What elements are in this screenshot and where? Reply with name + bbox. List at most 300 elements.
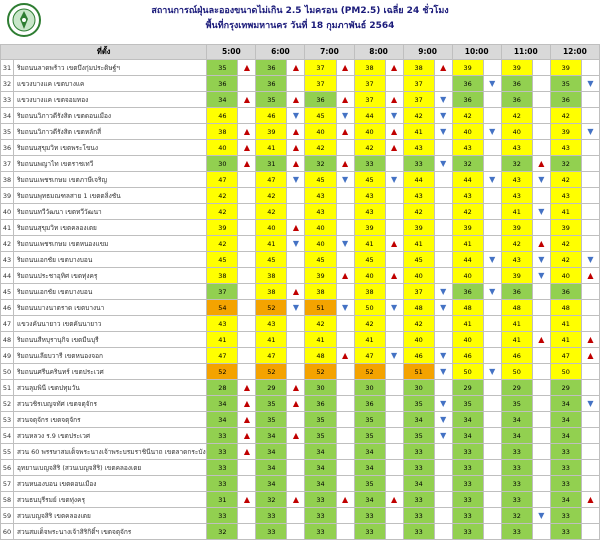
pm25-table [0, 44, 600, 540]
pm25-value: 37 [305, 76, 336, 92]
row-number: 57 [1, 476, 14, 492]
trend-cell [336, 220, 354, 236]
pm25-value: 41 [354, 332, 385, 348]
pm25-value: 31 [207, 492, 238, 508]
trend-down-icon: ▼ [581, 396, 599, 412]
pm25-value: 48 [305, 348, 336, 364]
pm25-value: 36 [354, 396, 385, 412]
table-row [1, 508, 600, 524]
trend-up-icon: ▲ [532, 156, 550, 172]
pm25-value: 33 [452, 524, 483, 540]
trend-cell [434, 268, 452, 284]
trend-cell [385, 444, 403, 460]
row-number: 36 [1, 140, 14, 156]
pm25-value: 32 [305, 156, 336, 172]
location-name: แขวงบางแค เขตบางแค [14, 76, 207, 92]
trend-cell [238, 300, 256, 316]
trend-cell [287, 252, 305, 268]
pm25-value: 41 [550, 316, 581, 332]
trend-up-icon: ▲ [385, 92, 403, 108]
trend-up-icon: ▲ [287, 380, 305, 396]
pm25-value: 28 [207, 380, 238, 396]
pm25-value: 39 [550, 220, 581, 236]
location-name: สวนวชิรเบญจทัศ เขตจตุจักร [14, 396, 207, 412]
table-row [1, 188, 600, 204]
pm25-value: 46 [403, 348, 434, 364]
pm25-value: 33 [256, 524, 287, 540]
pm25-value: 40 [452, 124, 483, 140]
pm25-value: 42 [403, 108, 434, 124]
trend-cell [238, 252, 256, 268]
trend-cell [385, 380, 403, 396]
trend-cell [287, 444, 305, 460]
trend-down-icon: ▼ [287, 236, 305, 252]
pm25-value: 33 [550, 508, 581, 524]
pm25-value: 34 [501, 428, 532, 444]
trend-cell [483, 380, 501, 396]
pm25-value: 38 [207, 268, 238, 284]
pm25-value: 41 [403, 236, 434, 252]
trend-down-icon: ▼ [483, 124, 501, 140]
trend-up-icon: ▲ [238, 428, 256, 444]
trend-up-icon: ▲ [287, 60, 305, 76]
trend-down-icon: ▼ [532, 172, 550, 188]
pm25-value: 48 [452, 300, 483, 316]
pm25-value: 38 [207, 124, 238, 140]
pm25-value: 47 [207, 348, 238, 364]
trend-up-icon: ▲ [336, 348, 354, 364]
pm25-value: 44 [452, 172, 483, 188]
pm25-value: 39 [256, 124, 287, 140]
pm25-value: 41 [501, 332, 532, 348]
table-row [1, 492, 600, 508]
trend-cell [336, 364, 354, 380]
trend-cell [483, 236, 501, 252]
pm25-value: 40 [354, 268, 385, 284]
pm25-value: 39 [550, 60, 581, 76]
trend-cell [434, 332, 452, 348]
trend-cell [532, 396, 550, 412]
trend-cell [483, 140, 501, 156]
trend-up-icon: ▲ [385, 268, 403, 284]
trend-cell [287, 364, 305, 380]
pm25-value: 36 [550, 284, 581, 300]
time-header: 9:00 [403, 45, 452, 60]
pm25-value: 36 [452, 284, 483, 300]
time-header: 6:00 [256, 45, 305, 60]
trend-cell [238, 348, 256, 364]
trend-cell [238, 220, 256, 236]
pm25-value: 39 [501, 60, 532, 76]
pm25-value: 40 [305, 220, 336, 236]
location-name: ริมถนนพุทธมณฑลสาย 1 เขตตลิ่งชัน [14, 188, 207, 204]
table-row [1, 284, 600, 300]
trend-up-icon: ▲ [238, 156, 256, 172]
pm25-value: 42 [452, 108, 483, 124]
pm25-value: 39 [207, 220, 238, 236]
pm25-value: 33 [354, 524, 385, 540]
row-number: 50 [1, 364, 14, 380]
trend-cell [336, 460, 354, 476]
trend-cell [385, 316, 403, 332]
trend-down-icon: ▼ [483, 364, 501, 380]
trend-up-icon: ▲ [385, 492, 403, 508]
location-name: สวน 60 พรรษาสมเด็จพระนางเจ้าพระบรมราชินีนาถ เขตลาดกระบัง [14, 444, 207, 460]
trend-cell [385, 188, 403, 204]
pm25-value: 38 [256, 284, 287, 300]
trend-down-icon: ▼ [532, 508, 550, 524]
pm25-value: 42 [305, 316, 336, 332]
trend-cell [336, 204, 354, 220]
trend-down-icon: ▼ [385, 108, 403, 124]
row-number: 60 [1, 524, 14, 540]
table-row [1, 156, 600, 172]
trend-cell [532, 412, 550, 428]
trend-cell [287, 316, 305, 332]
pm25-value: 34 [207, 412, 238, 428]
trend-cell [385, 476, 403, 492]
trend-down-icon: ▼ [581, 124, 599, 140]
trend-cell [483, 108, 501, 124]
row-number: 39 [1, 188, 14, 204]
table-row [1, 300, 600, 316]
trend-up-icon: ▲ [385, 124, 403, 140]
pm25-value: 35 [403, 396, 434, 412]
location-name: สวนสมเด็จพระนางเจ้าสิริกิติ์ฯ เขตจตุจักร [14, 524, 207, 540]
trend-cell [483, 460, 501, 476]
trend-cell [238, 108, 256, 124]
time-header: 7:00 [305, 45, 354, 60]
pm25-value: 37 [354, 92, 385, 108]
pm25-value: 35 [403, 428, 434, 444]
pm25-value: 35 [305, 412, 336, 428]
pm25-value: 47 [207, 172, 238, 188]
trend-down-icon: ▼ [434, 428, 452, 444]
pm25-value: 34 [403, 476, 434, 492]
pm25-value: 40 [403, 268, 434, 284]
trend-cell [287, 476, 305, 492]
row-number: 53 [1, 412, 14, 428]
trend-cell [434, 76, 452, 92]
row-number: 33 [1, 92, 14, 108]
trend-cell [483, 268, 501, 284]
trend-cell [581, 60, 599, 76]
trend-cell [434, 316, 452, 332]
location-name: ริมถนนประชาอุทิศ เขตทุ่งครุ [14, 268, 207, 284]
trend-down-icon: ▼ [336, 236, 354, 252]
trend-up-icon: ▲ [336, 268, 354, 284]
trend-cell [385, 204, 403, 220]
trend-up-icon: ▲ [238, 396, 256, 412]
row-number: 32 [1, 76, 14, 92]
location-name: ริมถนนทวีวัฒนา เขตทวีวัฒนา [14, 204, 207, 220]
pm25-value: 51 [403, 364, 434, 380]
trend-cell [287, 460, 305, 476]
trend-cell [581, 444, 599, 460]
pm25-value: 32 [550, 156, 581, 172]
location-name: ริมถนนเลียบวารี เขตหนองจอก [14, 348, 207, 364]
trend-down-icon: ▼ [434, 300, 452, 316]
trend-cell [238, 508, 256, 524]
trend-down-icon: ▼ [385, 300, 403, 316]
pm25-value: 52 [305, 364, 336, 380]
row-number: 45 [1, 284, 14, 300]
pm25-value: 33 [403, 492, 434, 508]
pm25-value: 43 [403, 188, 434, 204]
trend-cell [434, 188, 452, 204]
pm25-value: 34 [256, 428, 287, 444]
row-number: 46 [1, 300, 14, 316]
pm25-value: 34 [354, 492, 385, 508]
trend-up-icon: ▲ [238, 412, 256, 428]
trend-cell [336, 508, 354, 524]
pm25-value: 33 [452, 444, 483, 460]
pm25-value: 33 [452, 508, 483, 524]
pm25-value: 40 [305, 236, 336, 252]
pm25-value: 43 [501, 252, 532, 268]
trend-cell [483, 508, 501, 524]
pm25-value: 33 [256, 508, 287, 524]
trend-cell [238, 188, 256, 204]
pm25-value: 41 [452, 316, 483, 332]
trend-up-icon: ▲ [287, 428, 305, 444]
trend-cell [581, 316, 599, 332]
trend-cell [434, 236, 452, 252]
pm25-value: 35 [452, 396, 483, 412]
pm25-value: 42 [403, 316, 434, 332]
trend-cell [385, 332, 403, 348]
pm25-value: 52 [354, 364, 385, 380]
pm25-value: 45 [354, 252, 385, 268]
trend-cell [532, 348, 550, 364]
pm25-value: 41 [256, 236, 287, 252]
pm25-value: 42 [305, 140, 336, 156]
pm25-value: 37 [403, 76, 434, 92]
pm25-value: 36 [550, 92, 581, 108]
pm25-value: 36 [207, 76, 238, 92]
trend-cell [483, 348, 501, 364]
pm25-value: 40 [501, 124, 532, 140]
trend-up-icon: ▲ [287, 284, 305, 300]
location-name: สวนเบญจสิริ เขตคลองเตย [14, 508, 207, 524]
pm25-value: 41 [256, 140, 287, 156]
pm25-value: 40 [207, 140, 238, 156]
pm25-value: 41 [501, 316, 532, 332]
row-number: 42 [1, 236, 14, 252]
pm25-value: 44 [403, 172, 434, 188]
pm25-value: 39 [305, 268, 336, 284]
pm25-value: 43 [256, 316, 287, 332]
pm25-value: 32 [452, 156, 483, 172]
trend-down-icon: ▼ [483, 76, 501, 92]
trend-down-icon: ▼ [336, 172, 354, 188]
trend-up-icon: ▲ [336, 60, 354, 76]
trend-up-icon: ▲ [287, 220, 305, 236]
trend-cell [336, 284, 354, 300]
pm25-value: 36 [452, 76, 483, 92]
pm25-value: 48 [550, 300, 581, 316]
pm25-value: 34 [452, 412, 483, 428]
location-name: แขวงคันนายาว เขตคันนายาว [14, 316, 207, 332]
pm25-value: 36 [452, 92, 483, 108]
row-number: 35 [1, 124, 14, 140]
time-header: 8:00 [354, 45, 403, 60]
pm25-value: 34 [207, 396, 238, 412]
pm25-value: 43 [550, 188, 581, 204]
trend-cell [238, 284, 256, 300]
table-row [1, 396, 600, 412]
trend-cell [385, 284, 403, 300]
trend-down-icon: ▼ [581, 252, 599, 268]
trend-down-icon: ▼ [336, 300, 354, 316]
pm25-value: 51 [305, 300, 336, 316]
trend-down-icon: ▼ [532, 252, 550, 268]
pm25-value: 32 [256, 492, 287, 508]
pm25-value: 50 [354, 300, 385, 316]
trend-up-icon: ▲ [532, 332, 550, 348]
pm25-value: 52 [256, 364, 287, 380]
pm25-value: 30 [403, 380, 434, 396]
trend-down-icon: ▼ [336, 108, 354, 124]
pm25-value: 33 [305, 524, 336, 540]
pm25-value: 46 [501, 348, 532, 364]
trend-cell [483, 60, 501, 76]
location-name: ริมถนนเพชรเกษม เขตหนองแขม [14, 236, 207, 252]
trend-cell [483, 316, 501, 332]
location-name: สวนจตุจักร เขตจตุจักร [14, 412, 207, 428]
pm25-value: 33 [207, 508, 238, 524]
trend-cell [287, 188, 305, 204]
trend-cell [238, 332, 256, 348]
location-name: ริมถนนสีหบุรานุกิจ เขตมีนบุรี [14, 332, 207, 348]
trend-cell [287, 268, 305, 284]
trend-cell [483, 204, 501, 220]
table-row [1, 428, 600, 444]
trend-cell [336, 188, 354, 204]
pm25-value: 41 [354, 236, 385, 252]
pm25-value: 29 [550, 380, 581, 396]
pm25-value: 52 [207, 364, 238, 380]
pm25-value: 41 [256, 332, 287, 348]
row-number: 41 [1, 220, 14, 236]
pm25-value: 42 [207, 188, 238, 204]
pm25-value: 34 [550, 396, 581, 412]
time-header: 12:00 [550, 45, 599, 60]
pm25-value: 34 [354, 444, 385, 460]
pm25-value: 41 [305, 332, 336, 348]
pm25-value: 38 [354, 284, 385, 300]
trend-up-icon: ▲ [287, 124, 305, 140]
trend-up-icon: ▲ [385, 140, 403, 156]
pm25-value: 33 [452, 492, 483, 508]
pm25-value: 35 [256, 92, 287, 108]
pm25-value: 45 [354, 172, 385, 188]
trend-cell [532, 492, 550, 508]
trend-up-icon: ▲ [385, 236, 403, 252]
table-header-row [1, 45, 600, 60]
pm25-value: 39 [550, 124, 581, 140]
pm25-value: 40 [403, 332, 434, 348]
trend-down-icon: ▼ [434, 284, 452, 300]
trend-cell [532, 220, 550, 236]
pm25-value: 33 [403, 156, 434, 172]
pm25-value: 37 [305, 60, 336, 76]
location-name: ริมถนนวิภาวดีรังสิต เขตหลักสี่ [14, 124, 207, 140]
pm25-value: 30 [354, 380, 385, 396]
pm25-value: 41 [501, 204, 532, 220]
trend-cell [532, 476, 550, 492]
pm25-value: 39 [452, 220, 483, 236]
pm25-value: 43 [452, 188, 483, 204]
pm25-value: 29 [501, 380, 532, 396]
pm25-value: 36 [256, 60, 287, 76]
location-name: ริมถนนพญาไท เขตราชเทวี [14, 156, 207, 172]
pm25-value: 31 [256, 156, 287, 172]
pm25-value: 39 [501, 220, 532, 236]
pm25-value: 33 [305, 508, 336, 524]
trend-cell [434, 476, 452, 492]
location-name: สวนหลวง ร.9 เขตประเวศ [14, 428, 207, 444]
trend-cell [581, 140, 599, 156]
trend-down-icon: ▼ [532, 204, 550, 220]
pm25-value: 44 [452, 252, 483, 268]
pm25-value: 30 [305, 380, 336, 396]
pm25-value: 47 [550, 348, 581, 364]
trend-cell [581, 172, 599, 188]
pm25-value: 35 [501, 396, 532, 412]
pm25-value: 38 [354, 60, 385, 76]
trend-up-icon: ▲ [581, 348, 599, 364]
pm25-value: 48 [403, 300, 434, 316]
table-row [1, 252, 600, 268]
pm25-value: 29 [452, 380, 483, 396]
trend-cell [385, 524, 403, 540]
pm25-value: 43 [305, 188, 336, 204]
trend-cell [287, 332, 305, 348]
trend-cell [385, 508, 403, 524]
location-name: ริมถนนสุขุมวิท เขตพระโขนง [14, 140, 207, 156]
trend-cell [483, 476, 501, 492]
pm25-value: 41 [550, 332, 581, 348]
row-number: 43 [1, 252, 14, 268]
trend-down-icon: ▼ [434, 364, 452, 380]
pm25-value: 42 [501, 236, 532, 252]
table-row [1, 460, 600, 476]
pm25-value: 33 [305, 492, 336, 508]
trend-down-icon: ▼ [287, 300, 305, 316]
pm25-value: 38 [256, 268, 287, 284]
trend-cell [385, 252, 403, 268]
pm25-value: 33 [403, 508, 434, 524]
pm25-value: 45 [305, 252, 336, 268]
table-row [1, 76, 600, 92]
pm25-value: 36 [305, 92, 336, 108]
trend-cell [532, 524, 550, 540]
trend-up-icon: ▲ [238, 124, 256, 140]
trend-cell [483, 300, 501, 316]
pm25-value: 30 [207, 156, 238, 172]
report-header [0, 0, 600, 44]
pm25-value: 47 [354, 348, 385, 364]
row-number: 40 [1, 204, 14, 220]
trend-cell [238, 364, 256, 380]
pm25-value: 33 [452, 476, 483, 492]
table-row [1, 476, 600, 492]
trend-cell [287, 412, 305, 428]
trend-cell [238, 204, 256, 220]
pm25-value: 39 [403, 220, 434, 236]
pm25-value: 43 [550, 140, 581, 156]
